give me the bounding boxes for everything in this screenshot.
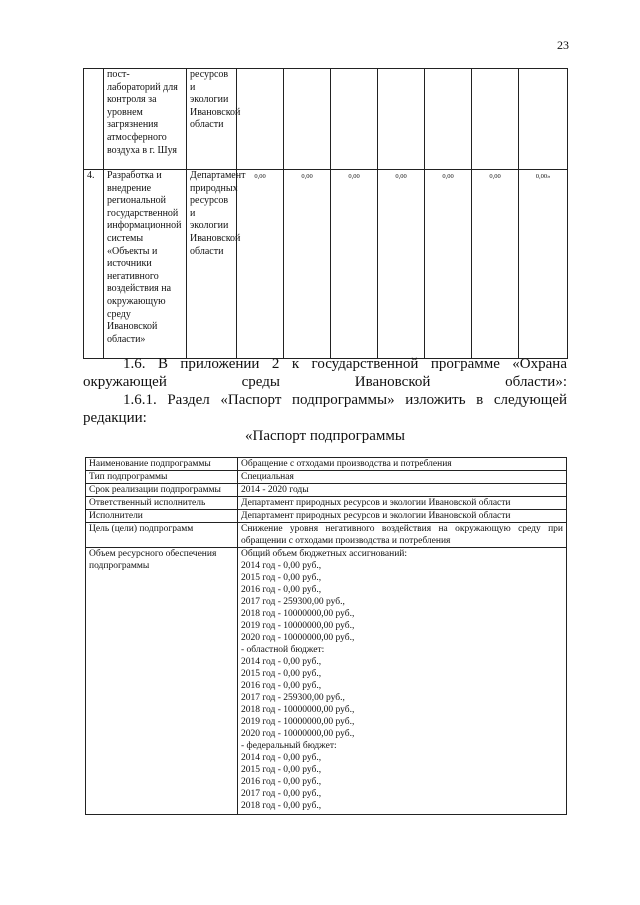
table-row <box>86 471 567 484</box>
funding-line: 2018 год - 0,00 руб., <box>241 801 322 811</box>
funding-line: - федеральный бюджет: <box>241 741 337 751</box>
funding-line: 2016 год - 0,00 руб., <box>241 585 322 595</box>
funding-line: 2017 год - 259300,00 руб., <box>241 597 345 607</box>
amendment-paragraph: 1.6. В приложении 2 к государственной программе «Охрана окружающей среды Ивановской области»: <box>83 356 567 390</box>
funding-line: 2017 год - 0,00 руб., <box>241 789 322 799</box>
table-row <box>86 510 567 523</box>
row-value: Обращение с отходами производства и потребления <box>238 458 567 471</box>
amendment-subparagraph: 1.6.1. Раздел «Паспорт подпрограммы» изложить в следующей редакции: <box>83 392 567 426</box>
funding-line: 2014 год - 0,00 руб., <box>241 753 322 763</box>
funding-line: 2015 год - 0,00 руб., <box>241 669 322 679</box>
funding-line: Общий объем бюджетных ассигнований: <box>241 549 408 559</box>
funding-line: 2020 год - 10000000,00 руб., <box>241 633 355 643</box>
measure-executor: ресурсов и экологии Ивановской области <box>187 69 237 170</box>
measure-name: пост-лабораторий для контроля за уровнем загрязнения атмосферного воздуха в г. Шуя <box>104 69 187 170</box>
table-row <box>86 497 567 510</box>
continued-measures-table <box>83 68 568 359</box>
funding-line: - областной бюджет: <box>241 645 325 655</box>
section-title: «Паспорт подпрограммы <box>245 428 405 444</box>
row-value: Снижение уровня негативного воздействия на окружающую среду при обращении с отходами производства и потребления <box>238 523 567 548</box>
measure-name: Разработка и внедрение региональной государственной информационной системы «Объекты и источники негативного воздействия на окружающую среду Ивановской области» <box>104 170 187 359</box>
table-row <box>86 523 567 548</box>
row-label: Срок реализации подпрограммы <box>86 484 238 497</box>
funding-line: 2017 год - 259300,00 руб., <box>241 693 345 703</box>
funding-line: 2016 год - 0,00 руб., <box>241 681 322 691</box>
row-label: Наименование подпрограммы <box>86 458 238 471</box>
value-cell: 0,00 <box>378 170 425 359</box>
row-value: Департамент природных ресурсов и экологии Ивановской области <box>238 510 567 523</box>
table-row <box>86 458 567 471</box>
funding-line: 2016 год - 0,00 руб., <box>241 777 322 787</box>
row-value: Департамент природных ресурсов и экологии Ивановской области <box>238 497 567 510</box>
value-cell: 0,00 <box>331 170 378 359</box>
funding-line: 2015 год - 0,00 руб., <box>241 765 322 775</box>
page-number: 23 <box>557 38 569 52</box>
row-number: 4. <box>84 170 104 359</box>
row-label: Цель (цели) подпрограмм <box>86 523 238 548</box>
value-cell: 0,00 <box>284 170 331 359</box>
row-label: Тип подпрограммы <box>86 471 238 484</box>
funding-label: Объем ресурсного обеспечения подпрограммы <box>86 548 238 815</box>
measure-executor: Департамент природных ресурсов и экологии Ивановской области <box>187 170 237 359</box>
funding-line: 2014 год - 0,00 руб., <box>241 561 322 571</box>
funding-line: 2020 год - 10000000,00 руб., <box>241 729 355 739</box>
row-label: Исполнители <box>86 510 238 523</box>
funding-line: 2019 год - 10000000,00 руб., <box>241 621 355 631</box>
table-row <box>86 484 567 497</box>
funding-line: 2019 год - 10000000,00 руб., <box>241 717 355 727</box>
table-row <box>84 69 568 170</box>
funding-line: 2014 год - 0,00 руб., <box>241 657 322 667</box>
value-cell: 0,00 <box>472 170 519 359</box>
row-label: Ответственный исполнитель <box>86 497 238 510</box>
row-value: Специальная <box>238 471 567 484</box>
table-row <box>86 548 567 815</box>
table-row <box>84 170 568 359</box>
value-cell: 0,00 <box>425 170 472 359</box>
value-cell: 0,00» <box>519 170 568 359</box>
funding-line: 2015 год - 0,00 руб., <box>241 573 322 583</box>
funding-line: 2018 год - 10000000,00 руб., <box>241 705 355 715</box>
passport-table <box>85 457 567 815</box>
funding-line: 2018 год - 10000000,00 руб., <box>241 609 355 619</box>
row-number <box>84 69 104 170</box>
row-value: 2014 - 2020 годы <box>238 484 567 497</box>
value-cell: 0,00 <box>237 170 284 359</box>
funding-lines <box>238 548 567 815</box>
